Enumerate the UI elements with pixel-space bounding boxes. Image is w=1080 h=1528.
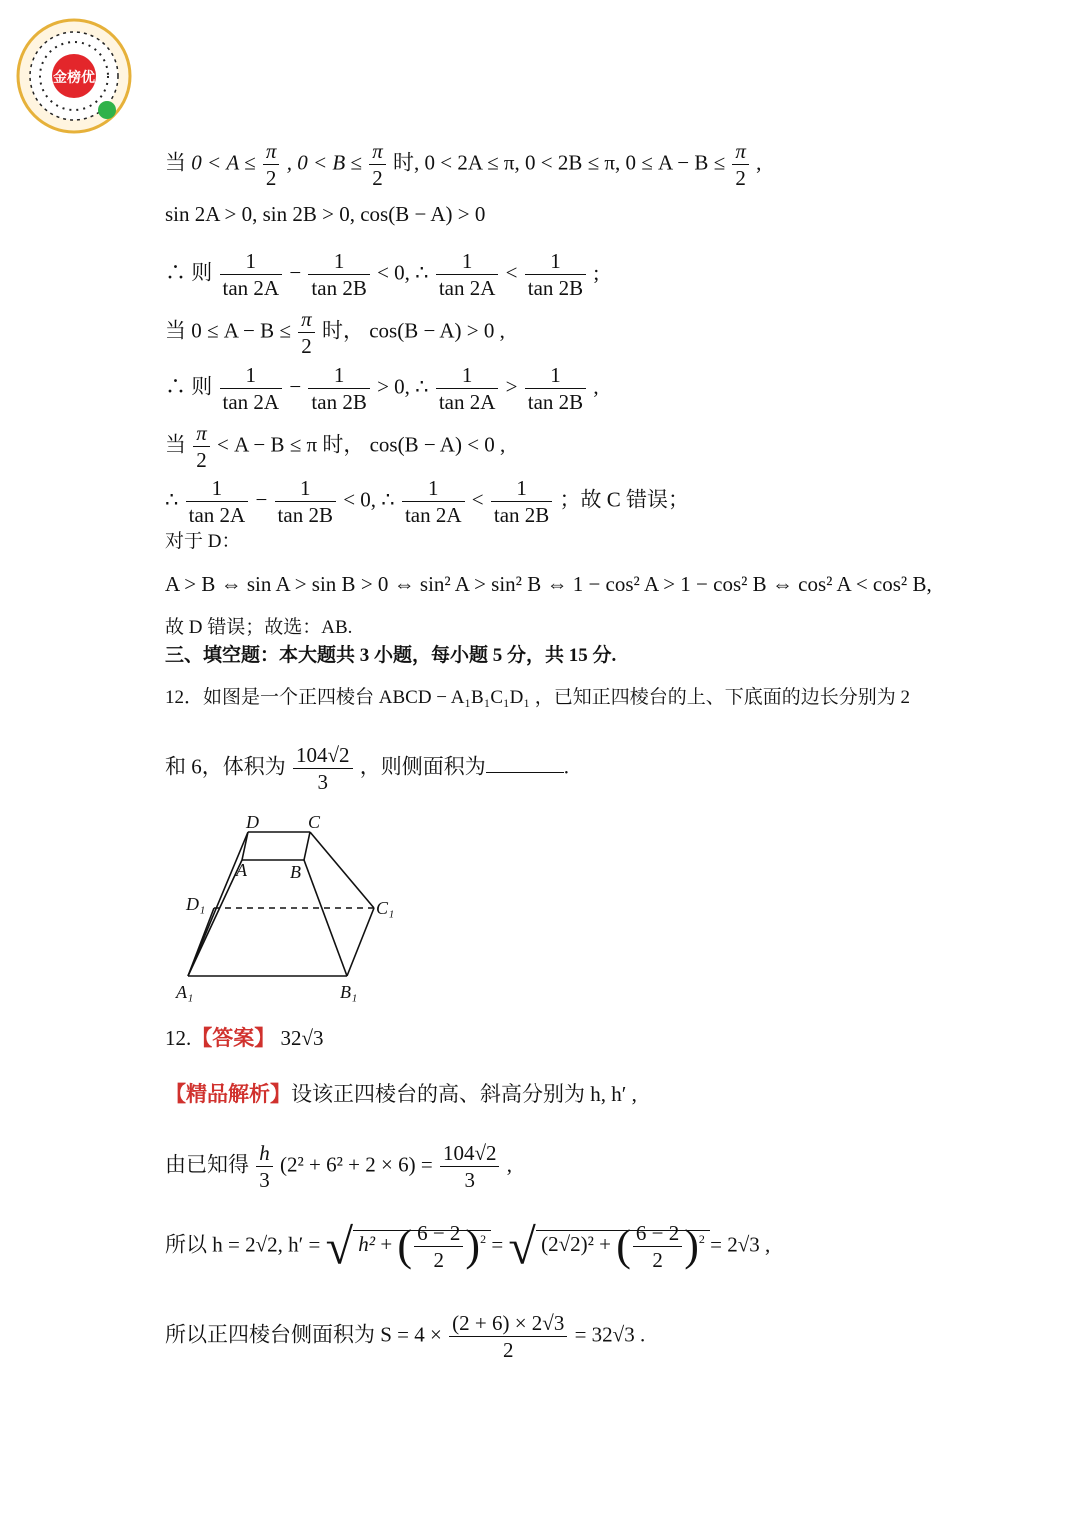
- label-B: B: [290, 862, 301, 882]
- fraction: $\frac{1}{\tan 2A}$: [436, 248, 499, 301]
- edge-CC1: [310, 832, 374, 908]
- brand-logo: [14, 14, 134, 134]
- frustum-figure: [170, 808, 410, 1008]
- fraction: $\frac{1}{\tan 2B}$: [491, 475, 552, 528]
- answer-line: [165, 1026, 324, 1050]
- solution-tag: 【精品解析】: [165, 1082, 291, 1106]
- answer-number: 12.: [165, 1026, 192, 1050]
- text: −: [289, 374, 302, 399]
- edge-CB: [304, 832, 310, 860]
- label-C1: C₁: [376, 898, 395, 918]
- radicand: (2√2)² + ( $\frac{6 - 2}{2}$ )$^2$: [536, 1230, 710, 1256]
- solution-line-8: 对于 D：: [165, 531, 241, 552]
- fraction: $\frac{1}{\tan 2A}$: [220, 248, 283, 301]
- text: .: [563, 754, 570, 779]
- label-B1: B₁: [340, 982, 358, 1002]
- text: > 0, ∴: [377, 374, 429, 399]
- text: 所以正四棱台侧面积为 S = 4 ×: [165, 1322, 442, 1347]
- solution-heading-line: [165, 1082, 637, 1106]
- text: <: [505, 260, 518, 285]
- logo-brand-text: 金榜优: [53, 70, 95, 86]
- root-sign: √: [325, 1218, 354, 1275]
- text: <: [471, 487, 484, 512]
- text: 和 6，体积为: [165, 754, 286, 779]
- text: ∴ 则: [165, 260, 213, 285]
- solution-step-heights: [165, 1220, 770, 1273]
- fraction: $\frac{1}{\tan 2B}$: [525, 362, 586, 415]
- label-C: C: [308, 812, 321, 832]
- fraction: $\frac{\pi}{2}$: [369, 138, 386, 191]
- edge-B1C1: [347, 908, 374, 976]
- label-D: D: [246, 812, 259, 832]
- fraction: $\frac{1}{\tan 2A}$: [220, 362, 283, 415]
- text: ;: [593, 260, 600, 285]
- label-A1: A₁: [176, 982, 194, 1002]
- text: ∴ 则: [165, 374, 213, 399]
- fraction: $\frac{h}{3}$: [256, 1140, 273, 1193]
- text: , 0 < B ≤: [286, 150, 362, 175]
- radicand: h² + ( $\frac{6 - 2}{2}$ )$^2$: [353, 1230, 491, 1256]
- text: 当: [165, 150, 186, 175]
- fraction: $\frac{1}{\tan 2A}$: [436, 362, 499, 415]
- text: 时, 0 < 2A ≤ π, 0 < 2B ≤ π, 0 ≤ A − B ≤: [393, 150, 726, 175]
- question-12: 12．如图是一个正四棱台 ABCD − A₁B₁C₁D₁ ，已知正四棱台的上、下底面的边长分别为 2: [165, 687, 910, 708]
- text: ,: [756, 150, 762, 175]
- text: =: [491, 1232, 504, 1257]
- text: 当: [165, 432, 186, 457]
- solution-line-4: [165, 306, 505, 359]
- solution-line-10: 故 D 错误；故选：AB.: [165, 617, 353, 638]
- text: ；故 C 错误；: [559, 487, 690, 512]
- text: ,: [506, 1152, 512, 1177]
- solution-line-5: [165, 362, 599, 415]
- fraction: $\frac{104√2}{3}$: [440, 1140, 500, 1193]
- solution-line-7: [165, 475, 689, 528]
- text: −: [289, 260, 302, 285]
- text: (2² + 6² + 2 × 6) =: [280, 1152, 433, 1177]
- solution-line-1: [165, 138, 761, 191]
- fraction: $\frac{1}{\tan 2A}$: [402, 475, 465, 528]
- fraction: $\frac{1}{\tan 2B}$: [525, 248, 586, 301]
- fraction: $\frac{\pi}{2}$: [732, 138, 749, 191]
- fraction: $\frac{1}{\tan 2A}$: [186, 475, 249, 528]
- label-D1: D₁: [186, 894, 206, 914]
- text: < A − B ≤ π 时， cos(B − A) < 0 ,: [217, 432, 506, 457]
- text: 所以 h = 2√2, h′ =: [165, 1232, 321, 1257]
- solution-line-6: [165, 420, 505, 473]
- text: 由已知得: [165, 1152, 249, 1177]
- text: −: [255, 487, 268, 512]
- question-12-line-2: [165, 742, 569, 795]
- text: >: [505, 374, 518, 399]
- text: ,: [593, 374, 599, 399]
- root-sign: √: [508, 1218, 536, 1275]
- fraction: $\frac{\pi}{2}$: [193, 420, 210, 473]
- text: 0 < A ≤: [191, 150, 256, 175]
- answer-blank: [486, 754, 564, 773]
- fraction: $\frac{104√2}{3}$: [293, 742, 353, 795]
- fraction: $\frac{\pi}{2}$: [263, 138, 280, 191]
- fraction: $\frac{1}{\tan 2B}$: [308, 248, 369, 301]
- solution-line-3: [165, 248, 599, 301]
- answer-tag: 【答案】: [191, 1026, 276, 1050]
- answer-value: 32√3: [280, 1026, 324, 1050]
- text: ∴: [165, 487, 179, 512]
- text: 设该正四棱台的高、斜高分别为 h, h′ ,: [291, 1082, 637, 1106]
- section-heading: 三、填空题：本大题共 3 小题，每小题 5 分，共 15 分.: [165, 645, 617, 666]
- fraction: $\frac{\pi}{2}$: [298, 306, 315, 359]
- text: < 0, ∴: [343, 487, 395, 512]
- label-A: A: [236, 860, 247, 880]
- fraction: $\frac{(2 + 6) \times 2√3}{2}$: [449, 1310, 567, 1363]
- fraction: $\frac{1}{\tan 2B}$: [275, 475, 336, 528]
- solution-line-2: sin 2A > 0, sin 2B > 0, cos(B − A) > 0: [165, 202, 486, 226]
- text: = 32√3 .: [574, 1322, 646, 1347]
- fraction: $\frac{1}{\tan 2B}$: [308, 362, 369, 415]
- solution-line-9: A > B ⇔ sin A > sin B > 0 ⇔ sin² A > sin² B ⇔ 1 − cos² A > 1 − cos² B ⇔ cos² A < cos² B,: [165, 572, 932, 596]
- solution-step-volume: [165, 1140, 512, 1193]
- edge-BB1: [304, 860, 347, 976]
- text: = 2√3 ,: [710, 1232, 771, 1257]
- solution-step-area: [165, 1310, 645, 1363]
- text: ，则侧面积为: [359, 754, 486, 779]
- text: < 0, ∴: [377, 260, 429, 285]
- text: 时， cos(B − A) > 0 ,: [321, 318, 505, 343]
- fraction: $\frac{6 - 2}{2}$: [414, 1220, 463, 1273]
- edge-A1D1: [188, 908, 214, 976]
- edge-AA1: [188, 860, 242, 976]
- text: 当 0 ≤ A − B ≤: [165, 318, 291, 343]
- fraction: $\frac{6 - 2}{2}$: [633, 1220, 682, 1273]
